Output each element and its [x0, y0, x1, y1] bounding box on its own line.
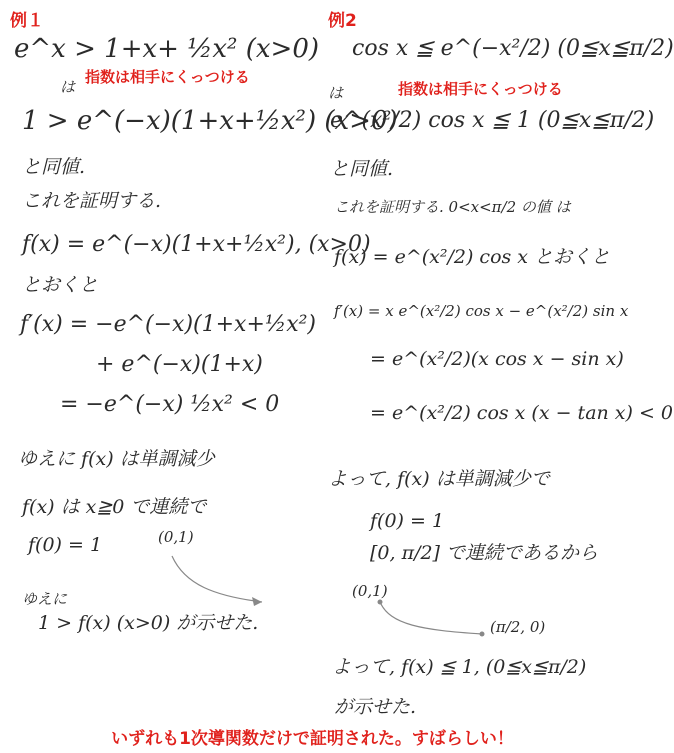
example-2-title: 例2 [328, 11, 357, 31]
ex2-decreasing-curve [312, 0, 624, 700]
ex1-tooku: とおくと [22, 274, 99, 296]
ex2-prove-this: これを証明する. 0<x<π/2 の値 は [334, 198, 571, 216]
ex2-conclusion: よって, f(x) ≦ 1, (0≦x≦π/2) [332, 656, 587, 678]
ex2-define-f: f(x) = e^(x²/2) cos x とおくと [334, 246, 611, 268]
ex1-derivative-line1: f′(x) = −e^(−x)(1+x+½x²) [20, 312, 317, 337]
summary-footer: いずれも1次導関数だけで証明された。すばらしい！ [111, 729, 514, 749]
ex1-conclusion: 1 > f(x) (x>0) が示せた. [38, 612, 259, 634]
ex1-prove-this: これを証明する. [22, 190, 162, 212]
ex1-wa: は [60, 78, 76, 96]
ex1-inequality: e^x > 1+x+ ½x² (x>0) [14, 34, 320, 64]
ex2-shimeta: が示せた. [334, 696, 417, 718]
ex2-douchi: と同値. [330, 158, 394, 180]
example-2-column [312, 0, 674, 718]
ex2-point-label-end: (π/2, 0) [490, 618, 546, 636]
ex2-wa: は [328, 84, 344, 102]
ex2-derivative-line1: f′(x) = x e^(x²/2) cos x − e^(x²/2) sin x [334, 302, 629, 320]
ex1-continuous: f(x) は x≧0 で連続で [22, 496, 207, 518]
example-2-highlight: 指数は相手にくっつける [398, 80, 563, 98]
ex1-point-label: (0,1) [158, 528, 194, 546]
ex2-equivalent-form: e^(x²/2) cos x ≦ 1 (0≦x≦π/2) [330, 108, 655, 133]
example-1-highlight: 指数は相手にくっつける [85, 68, 250, 86]
ex1-monotone: ゆえに f(x) は単調減少 [18, 448, 215, 470]
ex1-define-f: f(x) = e^(−x)(1+x+½x²), (x>0) [22, 232, 371, 257]
ex1-derivative-line2: + e^(−x)(1+x) [96, 352, 263, 377]
ex2-continuous: [0, π/2] で連続であるから [370, 542, 599, 564]
example-1-title: 例１ [10, 11, 44, 31]
ex1-derivative-line3: = −e^(−x) ½x² < 0 [60, 392, 280, 417]
ex2-inequality: cos x ≦ e^(−x²/2) (0≦x≦π/2) [352, 36, 674, 61]
ex2-point-label-start: (0,1) [352, 582, 388, 600]
ex2-monotone: よって, f(x) は単調減少で [328, 468, 550, 490]
ex1-therefore: ゆえに [22, 590, 68, 608]
ex1-equivalent-form: 1 > e^(−x)(1+x+½x²) (x>0) [22, 106, 398, 136]
ex1-douchi: と同値. [22, 156, 86, 178]
ex1-f0: f(0) = 1 [28, 534, 103, 556]
ex2-derivative-line3: = e^(x²/2) cos x (x − tan x) < 0 [370, 402, 674, 424]
ex2-derivative-line2: = e^(x²/2)(x cos x − sin x) [370, 348, 624, 370]
ex2-f0: f(0) = 1 [370, 510, 445, 532]
